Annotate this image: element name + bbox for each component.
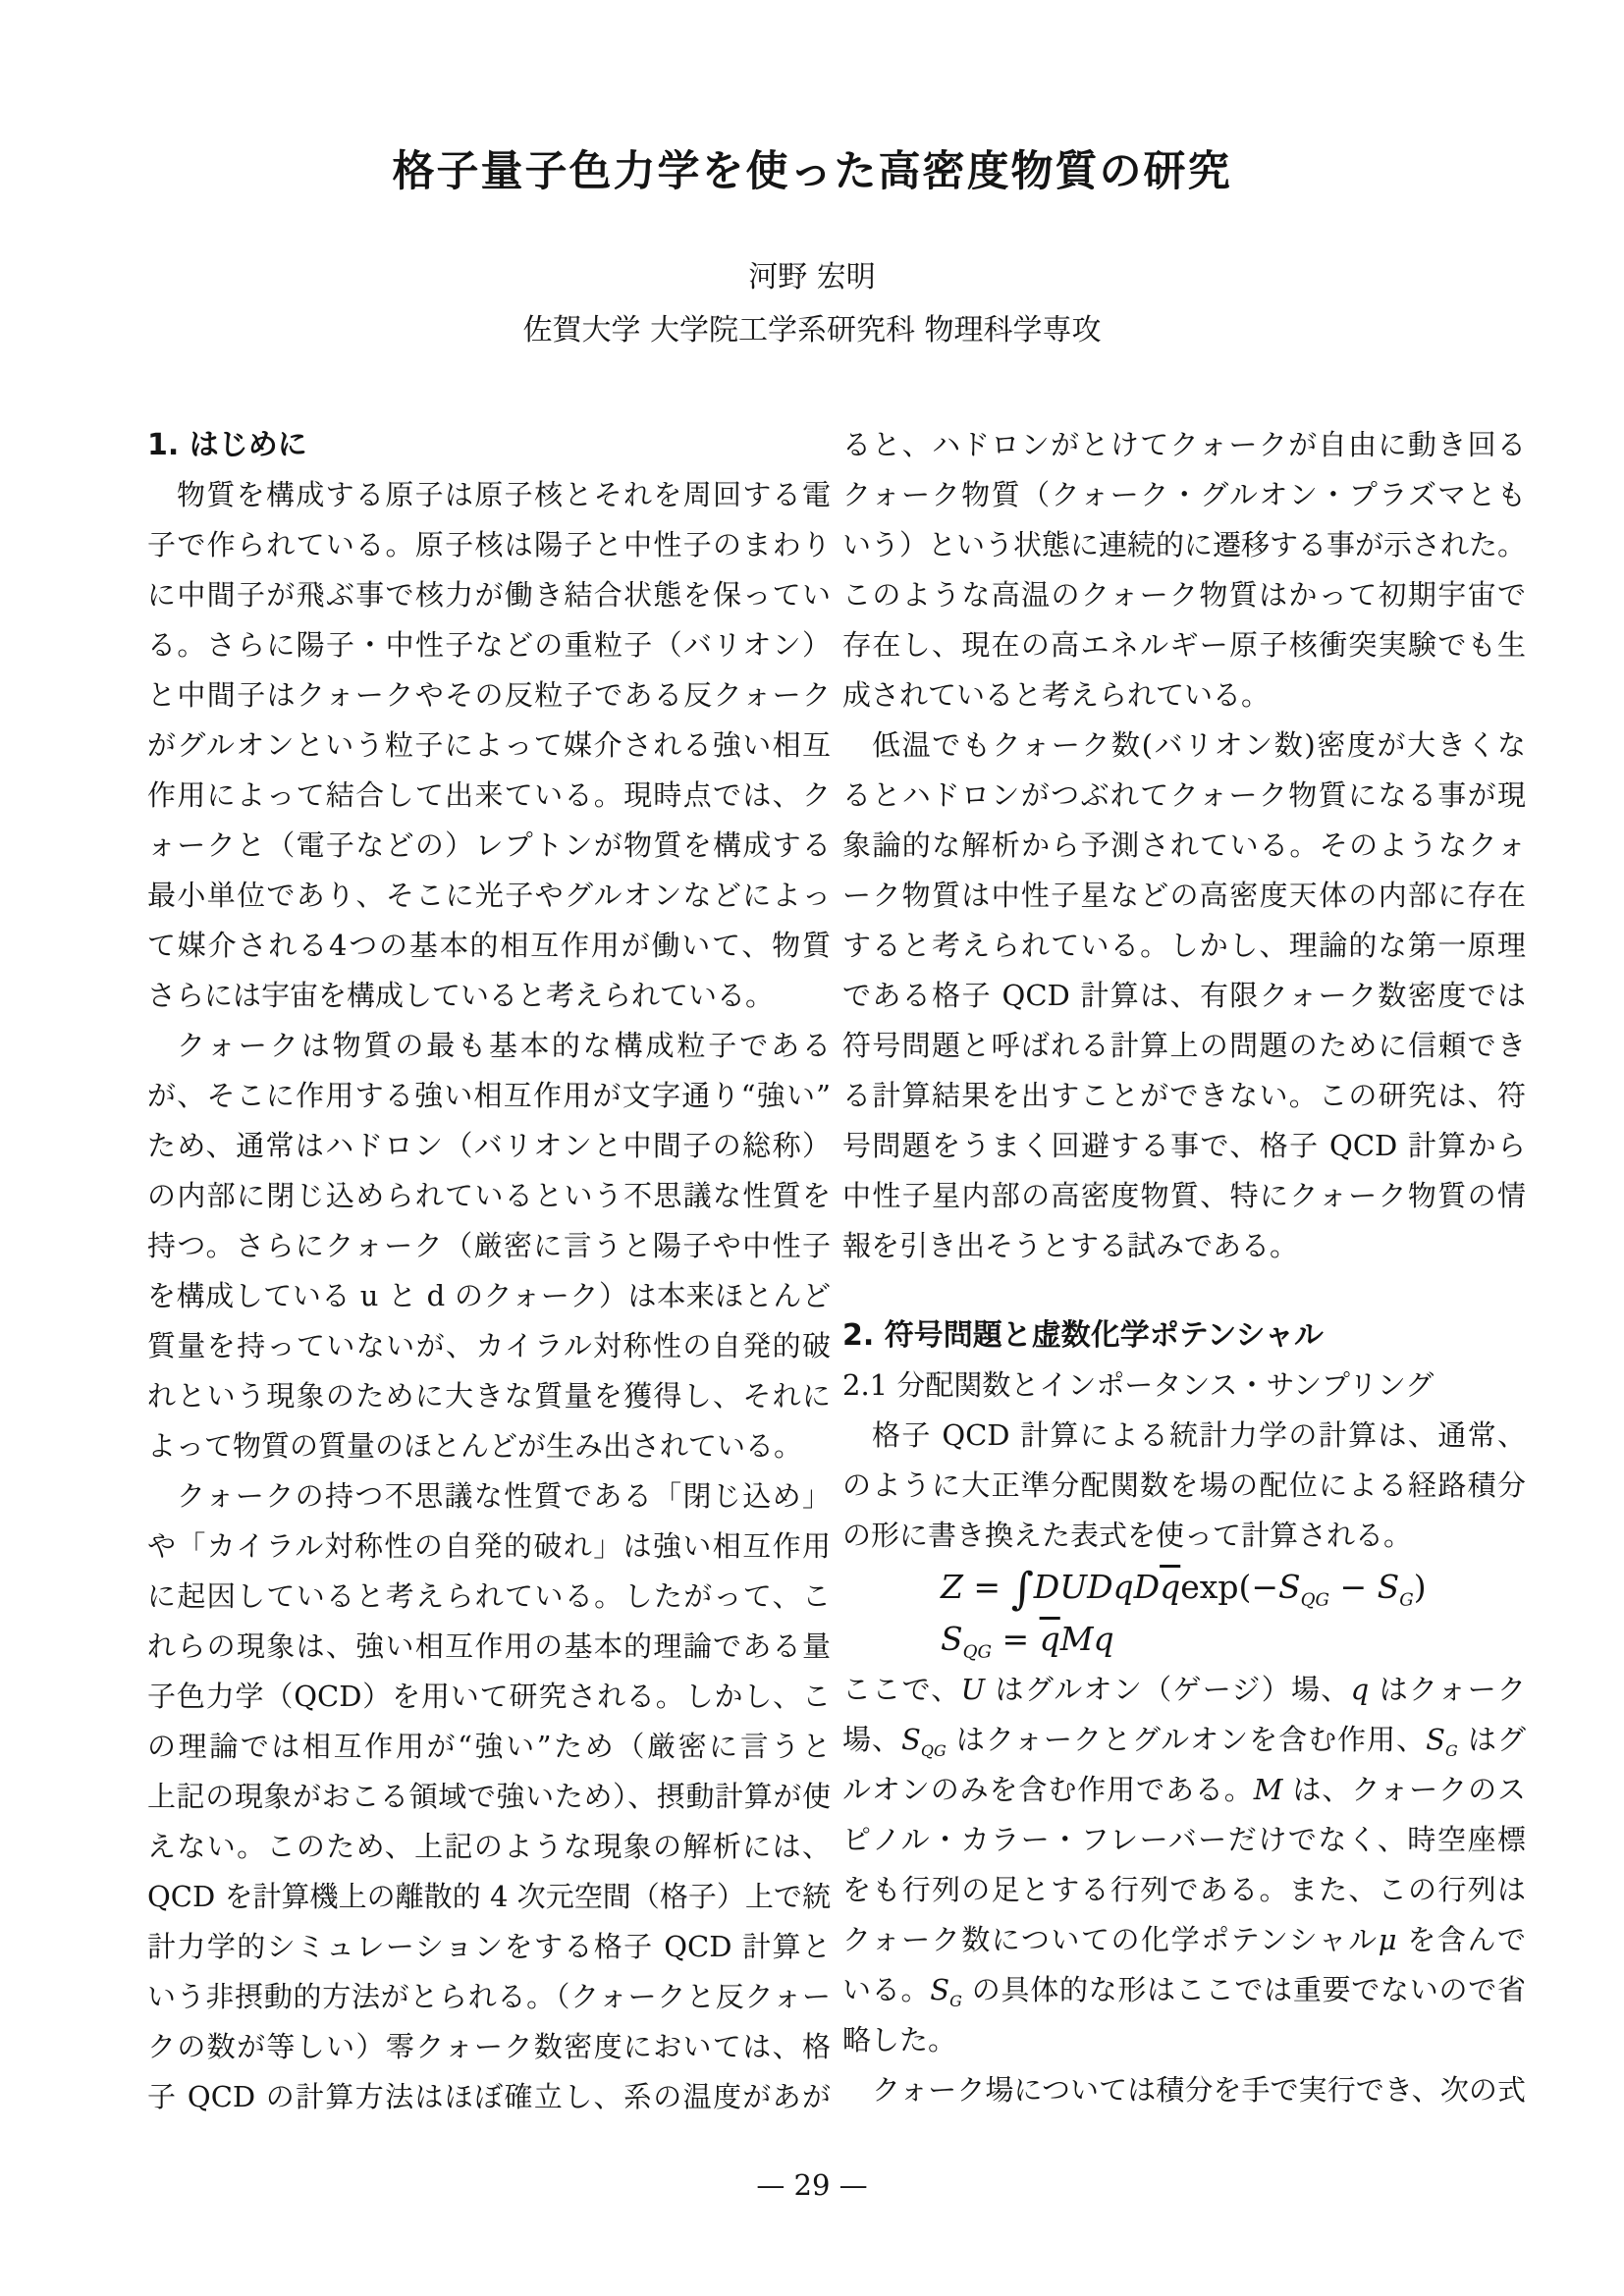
body-line: 計力学的シミュレーションをする格子 QCD 計算と — [147, 1930, 831, 1963]
body-line: がグルオンという粒子によって媒介される強い相互 — [147, 728, 831, 762]
body-line: のように大正準分配関数を場の配位による経路積分 — [842, 1468, 1526, 1502]
formula-line-2: $S_{QG} = \overline{q}Mq$ — [941, 1620, 1114, 1663]
body-line: る。さらに陽子・中性子などの重粒子（バリオン） — [147, 628, 831, 662]
body-line: ピノル・カラー・フレーバーだけでなく、時空座標 — [842, 1823, 1526, 1856]
body-line: 場、$S_{QG}$ はクォークとグルオンを含む作用、$S_G$ はグ — [842, 1723, 1526, 1760]
body-line: クォーク場については積分を手で実行でき、次の式 — [872, 2073, 1526, 2107]
body-line: 成されていると考えられている。 — [842, 678, 1271, 712]
body-line: れらの現象は、強い相互作用の基本的理論である量 — [147, 1629, 831, 1663]
body-line: さらには宇宙を構成していると考えられている。 — [147, 979, 775, 1012]
body-line: るとハドロンがつぶれてクォーク物質になる事が現 — [842, 778, 1526, 812]
author: 河野 宏明 — [748, 260, 876, 294]
body-line: の理論では相互作用が“強い”ため（厳密に言うと — [147, 1730, 831, 1763]
section-spacer — [842, 1271, 1526, 1310]
affiliation: 佐賀大学 大学院工学系研究科 物理科学専攻 — [522, 313, 1102, 347]
body-line: ここで、U はグルオン（ゲージ）場、q はクォーク — [842, 1673, 1526, 1706]
body-line: 質量を持っていないが、カイラル対称性の自発的破 — [147, 1329, 831, 1362]
section-2-heading: 2. 符号問題と虚数化学ポテンシャル — [842, 1318, 1324, 1353]
body-line: クォーク数についての化学ポテンシャルμ を含んで — [842, 1923, 1526, 1956]
body-line: の形に書き換えた表式を使って計算される。 — [842, 1519, 1413, 1552]
body-line: 中性子星内部の高密度物質、特にクォーク物質の情 — [842, 1179, 1526, 1212]
body-line: 低温でもクォーク数(バリオン数)密度が大きくな — [872, 728, 1526, 762]
body-line: ーク物質は中性子星などの高密度天体の内部に存在 — [842, 879, 1526, 912]
section-1-heading: 1. はじめに — [147, 428, 307, 462]
body-line: いう）という状態に連続的に遷移する事が示された。 — [842, 528, 1526, 561]
body-line: 持つ。さらにクォーク（厳密に言うと陽子や中性子 — [147, 1229, 831, 1262]
body-line: と中間子はクォークやその反粒子である反クォーク — [147, 678, 831, 712]
body-line: 存在し、現在の高エネルギー原子核衝突実験でも生 — [842, 628, 1526, 662]
body-line: 子で作られている。原子核は陽子と中性子のまわり — [147, 528, 831, 561]
body-line: QCD を計算機上の離散的 4 次元空間（格子）上で統 — [147, 1880, 831, 1913]
body-line: 最小単位であり、そこに光子やグルオンなどによっ — [147, 879, 831, 912]
body-line: よって物質の質量のほとんどが生み出されている。 — [147, 1429, 803, 1463]
body-line: 象論的な解析から予測されている。そのようなクォ — [842, 828, 1526, 862]
body-line: 子色力学（QCD）を用いて研究される。しかし、こ — [147, 1680, 831, 1713]
body-line: いる。$S_G$ の具体的な形はここでは重要でないので省 — [842, 1973, 1526, 2010]
body-line: である格子 QCD 計算は、有限クォーク数密度では — [842, 979, 1526, 1012]
body-line: 上記の現象がおこる領域で強いため）、摂動計算が使 — [147, 1780, 831, 1813]
column-left — [147, 420, 831, 2122]
formula-block — [842, 1561, 1526, 1665]
body-line: れという現象のために大きな質量を獲得し、それに — [147, 1379, 831, 1413]
body-line: クの数が等しい）零クォーク数密度においては、格 — [147, 2030, 831, 2063]
body-line: クォークの持つ不思議な性質である「閉じ込め」 — [177, 1479, 831, 1513]
body-line: ると、ハドロンがとけてクォークが自由に動き回る — [842, 428, 1526, 461]
body-line: を構成している u と d のクォーク）は本来ほとんど — [147, 1279, 831, 1312]
body-line: ルオンのみを含む作用である。M は、クォークのス — [842, 1773, 1526, 1806]
column-right — [842, 420, 1526, 2115]
body-line: 号問題をうまく回避する事で、格子 QCD 計算から — [842, 1129, 1526, 1162]
body-line: ォークと（電子などの）レプトンが物質を構成する — [147, 828, 831, 862]
body-line: 作用によって結合して出来ている。現時点では、ク — [147, 778, 831, 812]
body-line: このような高温のクォーク物質はかって初期宇宙で — [842, 578, 1526, 612]
body-line: えない。このため、上記のような現象の解析には、 — [147, 1830, 831, 1863]
body-line: クォーク物質（クォーク・グルオン・プラズマとも — [842, 478, 1526, 511]
body-line: の内部に閉じ込められているという不思議な性質を — [147, 1179, 831, 1212]
body-line: て媒介される4つの基本的相互作用が働いて、物質 — [147, 929, 831, 962]
body-line: 物質を構成する原子は原子核とそれを周回する電 — [177, 478, 831, 511]
body-line: いう非摂動的方法がとられる。（クォークと反クォー — [147, 1980, 831, 2013]
body-line: 子 QCD の計算方法はほぼ確立し、系の温度があが — [147, 2080, 831, 2113]
body-line: に起因していると考えられている。したがって、こ — [147, 1579, 831, 1613]
body-line: 略した。 — [842, 2023, 957, 2056]
body-line: をも行列の足とする行列である。また、この行列は — [842, 1873, 1526, 1906]
section-2-1-heading: 2.1 分配関数とインポータンス・サンプリング — [842, 1368, 1435, 1402]
body-line: すると考えられている。しかし、理論的な第一原理 — [842, 929, 1526, 962]
page-number: — 29 — — [756, 2168, 868, 2202]
body-line: ため、通常はハドロン（バリオンと中間子の総称） — [147, 1129, 831, 1162]
body-line: クォークは物質の最も基本的な構成粒子である — [177, 1029, 831, 1062]
body-line: や「カイラル対称性の自発的破れ」は強い相互作用 — [147, 1529, 831, 1563]
body-line: 符号問題と呼ばれる計算上の問題のために信頼でき — [842, 1029, 1526, 1062]
body-line: 報を引き出そうとする試みである。 — [842, 1229, 1299, 1262]
body-line: に中間子が飛ぶ事で核力が働き結合状態を保ってい — [147, 578, 831, 612]
page-title: 格子量子色力学を使った高密度物質の研究 — [392, 147, 1232, 196]
body-line: る計算結果を出すことができない。この研究は、符 — [842, 1079, 1526, 1112]
body-line: が、そこに作用する強い相互作用が文字通り“強い” — [147, 1079, 831, 1112]
formula-line-1: $Z = \int DUDqD\overline{q}\exp(-S_{QG} - S_G)$ — [941, 1563, 1427, 1615]
body-line: 格子 QCD 計算による統計力学の計算は、通常、 — [872, 1418, 1526, 1452]
